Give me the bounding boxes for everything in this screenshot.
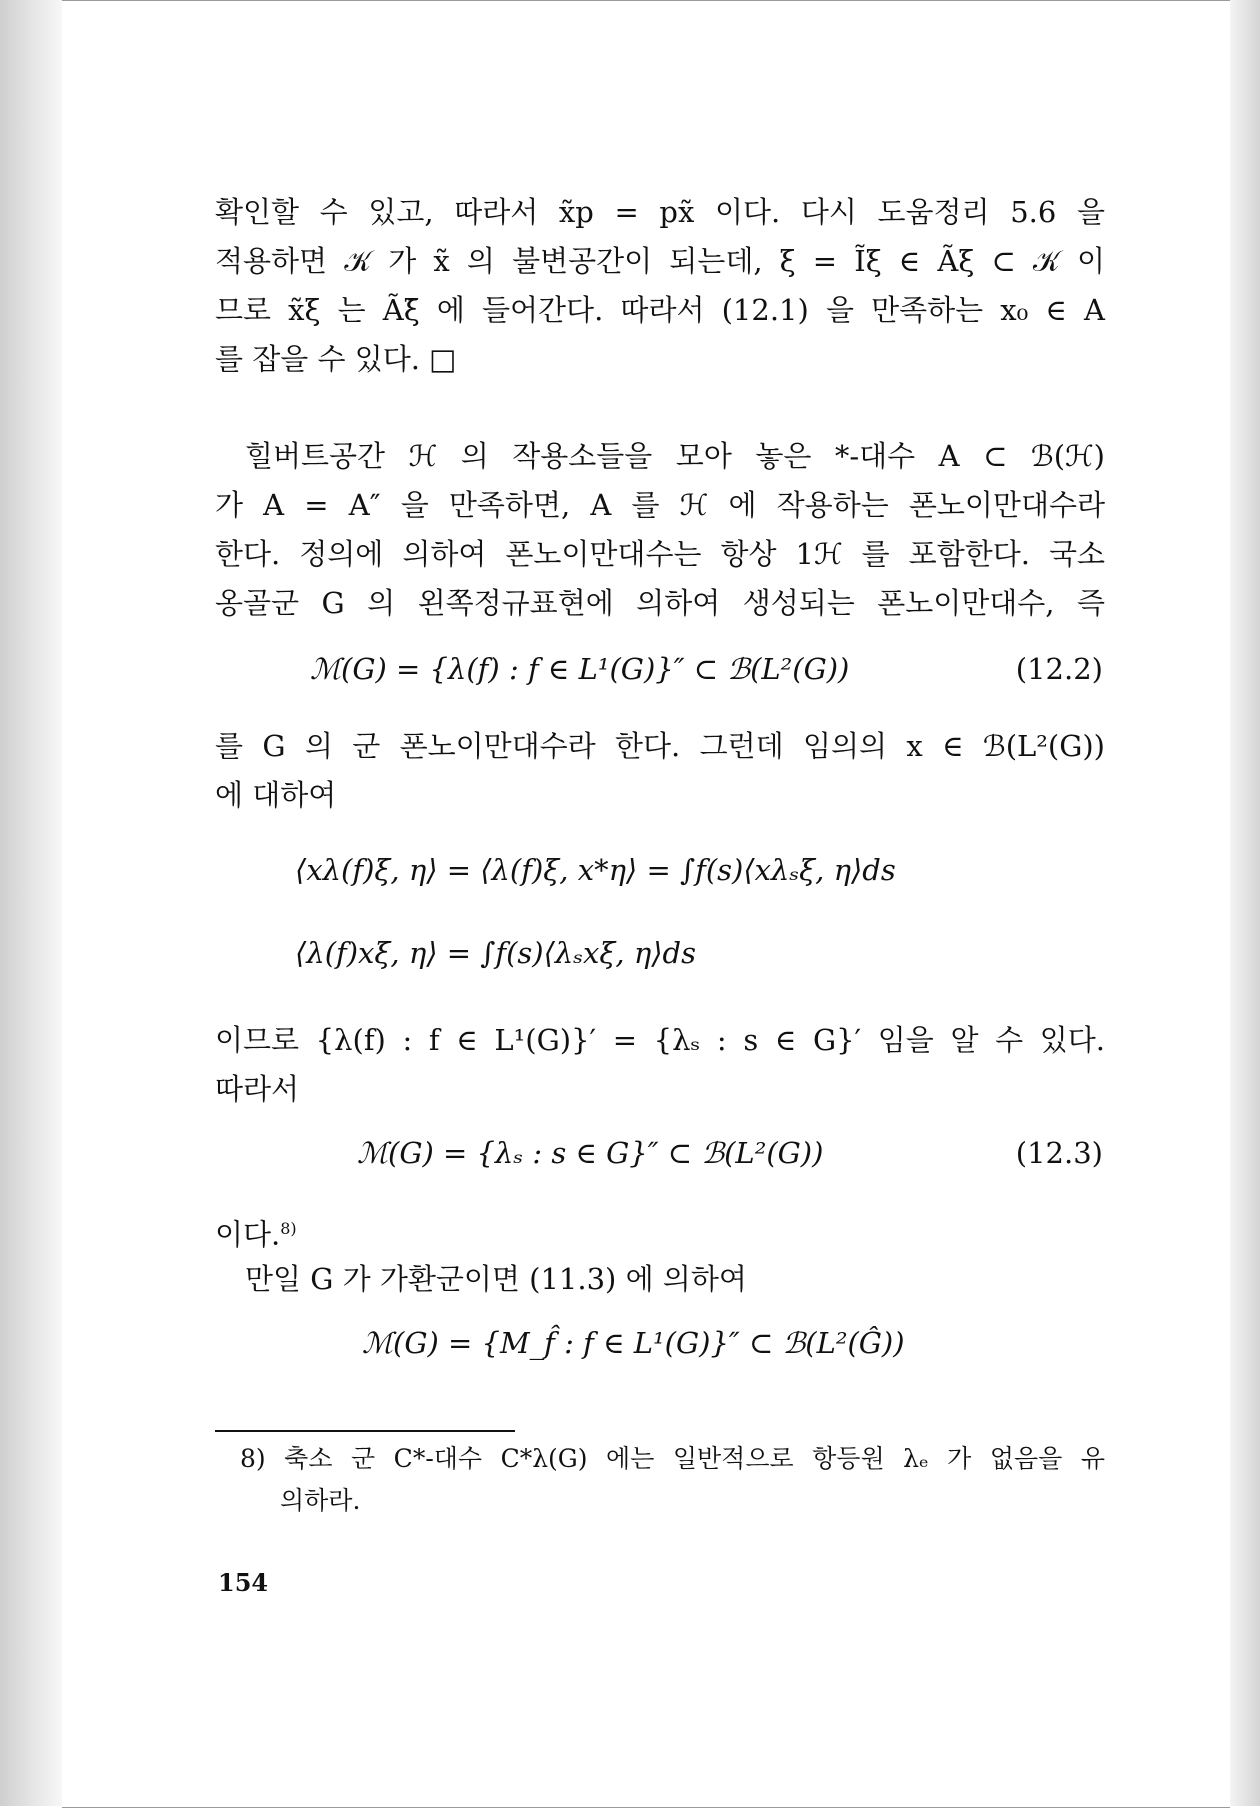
- paragraph-6-text: 만일 G 가 가환군이면 (11.3) 에 의하여: [245, 1262, 747, 1296]
- paragraph-3: [215, 722, 1105, 771]
- paragraph-4-last: [215, 1065, 1105, 1114]
- paragraph-1-line: 적용하면 𝒦 가 x̃ 의 불변공간이 되는데, ξ = Ĩξ ∈ Ãξ ⊂ 𝒦 이: [215, 244, 1105, 278]
- paragraph-1-line: 확인할 수 있고, 따라서 x̃p = px̃ 이다. 다시 도움정리 5.6 을: [215, 195, 1105, 229]
- book-edge-left: [0, 0, 63, 1806]
- footnote-line: 의하라.: [280, 1486, 361, 1515]
- paragraph-3-line: 를 G 의 군 폰노이만대수라 한다. 그런데 임의의 x ∈ ℬ(L²(G)): [215, 729, 1105, 763]
- paragraph-4-line: 따라서: [215, 1072, 300, 1106]
- equation-number-12-2: (12.2): [1015, 652, 1103, 686]
- footnote-continued: [280, 1480, 1105, 1522]
- paragraph-1-line: 므로 x̃ξ 는 Ãξ̄ 에 들어간다. 따라서 (12.1) 을 만족하는 x₀ ∈ A: [215, 293, 1105, 327]
- paragraph-1: [215, 188, 1105, 335]
- paragraph-6: [245, 1255, 1105, 1304]
- book-edge-right: [1230, 0, 1260, 1806]
- equation-commutative-case: ℳ(G) = {M_f̂ : f ∈ L¹(G)}″ ⊂ ℬ(L²(Ĝ)): [362, 1326, 905, 1360]
- paragraph-1-line: 를 잡을 수 있다. □: [215, 342, 457, 376]
- equation-12-3: ℳ(G) = {λₛ : s ∈ G}″ ⊂ ℬ(L²(G)): [357, 1136, 824, 1170]
- paragraph-3-line: 에 대하여: [215, 778, 337, 812]
- footnote-rule: [215, 1430, 515, 1432]
- footnote-reference: 8): [280, 1219, 297, 1238]
- paragraph-5: [215, 1204, 1105, 1260]
- footnote: [240, 1438, 1105, 1480]
- page-number: 154: [218, 1568, 269, 1597]
- equation-12-2: ℳ(G) = {λ(f) : f ∈ L¹(G)}″ ⊂ ℬ(L²(G)): [310, 652, 850, 686]
- paragraph-2-line: 힐버트공간 ℋ 의 작용소들을 모아 놓은 *-대수 A ⊂ ℬ(ℋ): [245, 439, 1105, 473]
- paragraph-2-line: 가 A = A″ 을 만족하면, A 를 ℋ 에 작용하는 폰노이만대수라: [215, 488, 1105, 522]
- paragraph-2-first: [245, 432, 1105, 481]
- paragraph-2: [215, 481, 1105, 628]
- equation-inner-product-2: ⟨λ(f)xξ, η⟩ = ∫f(s)⟨λₛxξ, η⟩ds: [295, 936, 696, 970]
- equation-inner-product-1: ⟨xλ(f)ξ, η⟩ = ⟨λ(f)ξ, x*η⟩ = ∫f(s)⟨xλₛξ, η⟩ds: [295, 853, 896, 887]
- equation-number-12-3: (12.3): [1015, 1136, 1103, 1170]
- paragraph-2-line: 옹골군 G 의 왼쪽정규표현에 의하여 생성되는 폰노이만대수, 즉: [215, 586, 1105, 620]
- footnote-line: 8) 축소 군 C*-대수 C*λ(G) 에는 일반적으로 항등원 λₑ 가 없음을 유: [240, 1444, 1105, 1473]
- paragraph-4: [215, 1016, 1105, 1065]
- paragraph-2-line: 한다. 정의에 의하여 폰노이만대수는 항상 1ℋ 를 포함한다. 국소: [215, 537, 1105, 571]
- paragraph-1-last: [215, 335, 1105, 384]
- paragraph-3-last: [215, 771, 1105, 820]
- paragraph-4-line: 이므로 {λ(f) : f ∈ L¹(G)}′ = {λₛ : s ∈ G}′ 임을 알 수 있다.: [215, 1023, 1105, 1057]
- paragraph-5-text: 이다.: [215, 1217, 281, 1252]
